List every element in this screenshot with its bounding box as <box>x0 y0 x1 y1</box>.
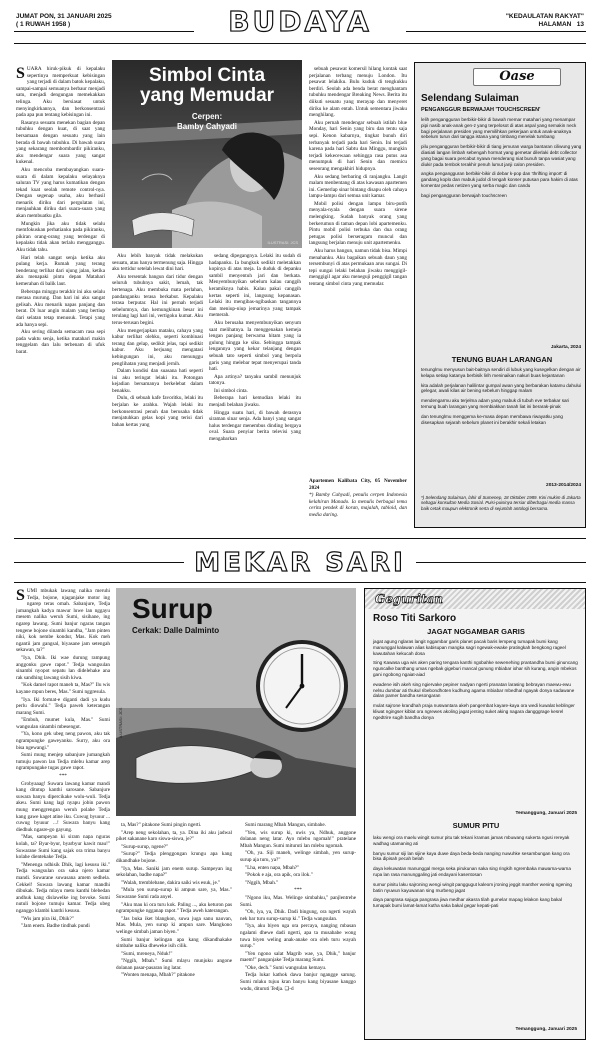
poem-stanza: tenunglmu menyusun bait-baitnya sendiri di lubuk yang kusegelkan dengan air kelapa setiap katanya berbisik lirih meninaikan nakuri buas kejantanan <box>421 367 581 378</box>
poem-stanza: daya kekuwatan manunggal merga seka pirukunan saka sing ringkih ngrembaka mawarna-warna rupa lan rasa manunggaling jati endayani kasentosan <box>373 866 571 877</box>
story1-paragraph: Aku mencoba membayangkan suara-suara di dalam kepalaku selayaknya saluran TV yang harus kumatikan dengan tekad kuat seolah remote control-nya. Dengan segenap usaha, aku berhasil menarik diriku dari pergulatan ini, menjauhkan diriku dari suara-suara yang akan membuatku gila. <box>16 166 105 220</box>
geguritan-poem2 <box>373 835 579 913</box>
surup-paragraph: *** <box>294 887 302 894</box>
surup-paragraph: "Iya. Iki format-e diganti dadi ya kudu perlu diowahi." Tedja paweh keterangan marang Sumi. <box>16 696 110 716</box>
story1-paragraph: Aku harus bangun, namun tidak bisa. Mimpi menahanku. Aku bagaikan sebuah daun yang tersembunyi di atas permukaan arus sungai. Di tepi sungai lelaki belahan jiwaku menggigil-menggigil agar aku meneguji penggigil tangan tentang simbol cinta yang memudar. <box>309 248 407 287</box>
oase-poem1-title: PENGANGGUR BERWAJAH 'TOUCHSCREEN' <box>421 107 541 113</box>
surup-paragraph: "Surup?" Tedja plenggongan krungu apa kang dikandhake bojone. <box>116 851 232 864</box>
surup-paragraph: "Iya, aku biyen uga ora percaya, nanging mbasan ngalami dhewe dadi ngerti, apa ta musababe wong tuwa biyen weling anak-anake ora oleh turu wayah surup." <box>240 923 356 950</box>
geguritan-poem1 <box>373 639 579 725</box>
surup-paragraph: "Ngono iku, Mas. Welinge simbahku," panjlentrehe Sumi. <box>240 894 356 908</box>
story1-dropcap: S <box>16 66 25 82</box>
story1-paragraph: Mungkin jika aku tidak selalu memfokuskan perhatianku pada pikiranku, pikiran orang-orang yang terdengar di kepalaku tidak akan terlalu mengganggu. Aku tidak tahu. <box>16 220 105 254</box>
surup-paragraph: "Mas, sampeyan ki siram napa nguras kolah, ta? Byar-byur, byarbyur kawit mau!" Suwarane Sumi kang sajak ora trima banyu kolahe dientekake Tedja. <box>16 834 110 861</box>
oase-poem1-date: Jakarta, 2024 <box>550 345 581 350</box>
surup-column-3 <box>240 822 356 1038</box>
oase-logo: Oase <box>473 68 561 86</box>
surup-paragraph: "Walah, tremblebane, dakira saiki wis esuk, je." <box>121 879 221 886</box>
story1-illustration-credit: ILUSTRASI: JCS <box>267 240 298 245</box>
surup-paragraph: Grobyaaag! Suwara lawang kamar mandi kang ditutup kanthi sarosane. Sabanjure suwara banyu dipercikake wolu-wuli. Tedja akeu. Sumi kang lagi nyapu jobin pawon mung menggrengan weruh polahe Tedja kang gawe kaget atine iku. Cuwug byuuur ... cuwug byuuur ...! Suwara banyu kang diedhuk ngasre-go gayung. <box>16 780 110 833</box>
geguritan-logo: Geguritan <box>375 592 443 606</box>
surup-paragraph: "Oh, ya. Siji maneh, welinge simbah, yen surup-surup aja turu, ya?" <box>240 850 356 863</box>
masthead-underline <box>14 43 586 44</box>
surup-paragraph: "Embuh, mumet kula, Mas." Sumi wangsulan sinambi mbesengut. <box>16 717 110 730</box>
section-divider <box>14 538 586 539</box>
surup-paragraph: "Jam enem. Badhe tindhak pundi <box>21 923 90 930</box>
story1-paragraph: Aku pernah mendengar sebuah istilah blue Monday, hari Senin yang biru dan tentu saja sepi. Kenon kabarnya, tingkat bunuh diri terbanyak terjadi pada hari Senin. Ini terjadi karena pada hari Sabtu dan Minggu, mungkin terjadi kekecewaan sehingga rasa putus asa menumpuk di hari Senin dan memicu seseorang mengakhiri hidupnya. <box>309 119 407 172</box>
poem-stanza: dan tenunglmu menggema ke-masa depan membawa riwayatku yang disesapkan sejarah sebelum planet ini berakhir sekali letakan <box>421 413 563 425</box>
date-line: JUMAT PON, 31 JANUARI 2025 <box>16 13 112 20</box>
mekar-rule-left <box>14 562 184 563</box>
poem-stanza: kita adalah perjalanan halilintar gumpal awan yang berbarakan katamu dahului gelegar, awali kilas air bening sebelum hinggap malam <box>421 382 582 394</box>
poem-stanza: laku wengi ora maelu wingit sumur pitu tak tekani kramas jamas mbuwang sukerta ngusi rereyak wadhag utamaning ati <box>373 835 570 846</box>
poem-stanza: mulat sajrone krandhah praja nuswantara akeh pangembat kayare-kaya ora wedi kuwalat keblinger kliwat ngingser kiblat ora ngrewes akoling jagat jenting suket aking nagara dangggrage kesrel ngedtrire sugih bandha donya <box>373 703 575 720</box>
geguritan-poet-heading: Roso Titi Sarkoro <box>373 613 457 624</box>
surup-paragraph: "Wis jam pira iki, Dhik?" <box>21 915 74 922</box>
geguritan-panel <box>364 588 586 1040</box>
story1-paragraph: Hari telah sangat senja ketika aku pulang kerja. Rumah yang terang benderang terlihat dari ujung jalan, ketika aku menapaki pintu depan Matahari kemerahan di balik laut. <box>16 254 105 287</box>
geguritan-poem1-title: JAGAT NGGAMBAR GARIS <box>427 627 525 636</box>
section-title-budaya: BUDAYA <box>228 5 372 38</box>
surup-paragraph: "Iya, Dhik. Iki wae durung rampung anggonku gawe rapot." Tedja wangsulan sinambi nyopot sepatu lan didelehake ana rak sandhing lawang sisih kiwa. <box>16 654 110 681</box>
surup-paragraph: "Iya, Mas. Saniki jam enem surup. Sampeyan ing sekolahan, badhe napa?" <box>116 865 232 879</box>
story1-paragraph: Aku sering dilanda semacam rasa sepi pada waktu senja, ketika matahari makin tenggelam dan lalu terbenam di ufuk barat. <box>16 329 105 355</box>
surup-paragraph: "Menenga ndhisik Dhik, lagi kesusu iki." Tedja wangsulan ora saka njero kamar mandi. Suwarane suwasana amem sedhela. Cekkel! Suwara lawang kamar mandhi dibukak. Tedja mlayu metu kanthi blebedan andhuk kang dislawelke ing bovoke. Sumi nutuli bojone tumuju kamar. Tedja ubeg nganggo klambi kanthi kesusu. <box>16 861 110 914</box>
story1-paragraph: Hingga suatu hari, di bawah derasnya siraman sinar senja. Ada banyi yang sangat halus terdengar menembus dinding bergaya oval. Suara penyiar berita televisi yang mengabarkan <box>209 409 301 443</box>
story1-paragraph: Beberapa minggu terakhir ini aku selalu merasa murung. Dan hari ini aku sangat gelisah. Aku menarik napas panjang dan berat. Di luar angin malam yang bertiup dari selatan tetap menusuk. Tetapi yang ada hanya sepi. <box>16 288 105 328</box>
oase-panel <box>414 62 586 528</box>
surup-paragraph: "Kok damel rapot maneh ta, Mas?" Ilu wis kayane mpun beres, Mas." Sumi nggresula. <box>16 682 110 695</box>
story1-paragraph: Apa artinya? tanyaku sambil menunjuk tatonya. <box>209 373 301 387</box>
surup-paragraph: Sumi banjur kelingan apa kang dikandhakake simbahe nalika dheweke isih cilik. <box>116 936 232 950</box>
oase-poem2-title: TENUNG BUAH LARANGAN <box>451 355 553 364</box>
oase-poem2-date: 2013-2014/2024 <box>546 483 581 488</box>
poem-stanza: jagat agung nglaras langit nggambar garis planet pacak baris lempeng tumapak bumi kang manunggal kalawan alias kabisupan mangka sagri ngewak-ewake pratingkah bengkong rageel kawutahan kekucah dosa <box>373 639 566 656</box>
poem-stanza: bagi pengangguran berwajah touchscreen <box>421 192 507 198</box>
surup-dropcap: S <box>16 588 25 604</box>
geguritan-poem1-date: Temanggung, Januari 2025 <box>515 811 577 816</box>
story1-paragraph: Aku tersentak bangun dari tidur dengan seluruh tubuhnya sakit, lemah, tak bertenaga. Aku membuka mata perlahan, pandanganku terasa berkabut. Kepalaku terasa berputar. Hal ini pernah terjadi sebelumnya, dan kemungkinan besar ini terulang lagi hari ini, vertigoku kumat. Aku terus-terusan begini. <box>112 273 203 326</box>
oase-poem2 <box>421 367 583 429</box>
poem-stanza: banyu sumur siji lan sijine kaya duwe daya beda-beda nanging nuwuhke sesambungan kang ora bisa dipisah pecah belah <box>373 850 570 862</box>
surup-paragraph: "Nggih, Mbah." Sumi mlayu munjuku angone dolanan pasar-pasaran ing latar. <box>116 958 232 971</box>
story1-place-date: Apartemen Kalibata City, 05 November 2024 <box>309 478 407 491</box>
story1-paragraph: sebuah pesawat komersil hilang kontak saat perjalanan terbang menuju London. Itu pesawat lelakiku. Bulu kuduk di tengkukku berdiri. Seolah ada benda berat menghantam tubuhku mendengar Breaking News. Berita itu diikuti sesuatu yang merayap dan menyeret diriku ke alam entah. Untuk sementara jiwaku menghilang. <box>309 66 407 119</box>
geguritan-poem2-title: SUMUR PITU <box>452 821 500 830</box>
poem-stanza: daya pangrasa sajuga pangrasa jiwa medhar akasra tilah gumelar mapag lelakon kang bakal tumapak bumi lamat-lamat kutha saka bakal gegar kepati-pati <box>373 897 562 909</box>
surup-paragraph: "Oke, dech." Sumi wangsulan kemayu. <box>245 964 327 971</box>
story1-column-4 <box>309 66 407 476</box>
masthead-rule-right <box>406 31 586 32</box>
page-number: 13 <box>576 21 584 28</box>
surup-paragraph: "Wonten menapa, Mbah?" pitakone <box>121 972 195 979</box>
surup-illustration-credit: ILUSTRASI: JCS <box>118 707 123 738</box>
masthead-rule-left <box>14 31 194 32</box>
surup-column-1 <box>16 588 110 1038</box>
surup-paragraph: "Pokok e aja, ora apik, ora ilok." <box>245 872 313 879</box>
story1-paragraph: Rasanya sesuatu menekan bagian depan tubuhku dengan kuat, di saat yang bersamaan dengan sesuatu yang lain berada di bawah tubuhku. Di bawah suara yang sekarang membombardir pikiranku, aku mendengar suara yang sangat kukenal. <box>16 119 105 166</box>
date-line-javanese: ( 1 RUWAH 1958 ) <box>16 21 71 28</box>
story1-paragraph: UARA hiruk-pikuk di kepalaku sepertinya memperkuat kebisingan yang terjadi di dalam batok kepalaku, sampai-sampai semuanya berbaur menjadi satu, menjadi dengungan memekakkan telinga. Aku bersiasat untuk menyingkirkannya, dan berkonsentrasi pada apa pun tentang kebisingan ini. <box>16 66 105 119</box>
surup-paragraph: "Oh, iya, ya, Dhik. Dadi bingung, ora ngerti wayah nek bar turu surup-surup ki." Tedja wangsulan. <box>240 909 356 922</box>
story1-paragraph: Aku lebih banyak tidak melakukan sesuatu, atau hanya termenung saja. Hingga aku tertidur setelah lewat dini hari. <box>112 253 203 273</box>
surup-byline: Cerkak: Dalle Dalminto <box>132 626 220 635</box>
story1-paragraph: Aku mengerjapkan mataku, cahaya yang kabur terlihat olehku, seperti kombinasi terang dan gelap, sedikit jelas, tapi sedikit kabur. Aku berjuang mengatasi kebingungan ini, aku menunggu penglihatan yang menjadi jernih. <box>112 327 203 367</box>
geguritan-poem2-date: Temanggung, Januari 2025 <box>515 1027 577 1032</box>
poem-stanza: ewadene isih akeh sing ngiervake pepiner nadyan ngerti pranatan larasing bebrayan maewu-ewu nelsu dumbar ati thukul ribebondhoten kudhung agama mbiabar mbedhal ngayak donya sadawane dalan pamer bandha sesongaran <box>373 681 575 699</box>
surup-paragraph: "Yen ngono salat Magrib wae, ya, Dhik," banjur maem!" panganjake Tedja marang Sumi. <box>240 950 356 964</box>
surup-paragraph: "Arep neng sekolahan, ta, ya. Dina iki aku jadwal piket sakanane karo siswa-siswa, je?" <box>116 829 232 843</box>
page-number-line: HALAMAN 13 <box>538 21 584 28</box>
story1-paragraph: Ini simbol cinta. <box>214 387 248 394</box>
surup-paragraph: Sumi mung menjep sabanjure jumangkah tumuju pawon lan Tedja mlebu kamar arep ngrampungake tugas gawe rapot. <box>16 752 110 772</box>
oase-poem1 <box>421 117 583 203</box>
story1-author-note: *) Bamby Cahyadi, penulis cerpen Indonesia kelahiran Manado. Ia menulis berbagai tema cerita pendek di koran, majalah, tabloid, dan media daring. <box>309 492 407 518</box>
surup-paragraph: ta, Mas?" pitakone Sumi pingin ngerti. <box>121 822 202 828</box>
surup-paragraph: "Jas buka iket blangkon, suwa juga sanu nauvan, Mas. Mula, yen surup ki ampun sare. Mangkono welinge simbah jaman biyen." <box>116 915 232 935</box>
story1-paragraph: sedang dipegangnya. Lelaki itu sudah di hadapanku. Ia bungkuk sedikit meletakkan kopinya di atas meja. Ia duduk di depanku sambil menyentuh jari dan berkata. Menyembunyikan sebelum kalau canggih keramiknya habis. Kalau pakai canggih kertas seperti ini, langsung kepanasan. Lelaki itu mengibas-ngibaskan tangannya dan meniup-niup jemarinya yang tampak memerah. <box>209 253 301 319</box>
poem-stanza: Sing Kawasa uga wis aken paring tengara kanthi ngobahke sewenehing prantandha bumi ginuncang nguncalke banthang umas ngebak gigeburi mancal gunung mbiabar iohar sih kurang, angin mbekos gani ngobong ngaiat-aiad <box>373 660 578 677</box>
surup-paragraph: "Mula yen surup-surup ki ampun sare, ya, Mas." Suwarane Sumi rada anyel. <box>116 887 232 900</box>
surup-column-2 <box>116 822 232 1038</box>
date-block <box>16 13 166 29</box>
story1-column-1 <box>16 66 105 500</box>
surup-paragraph: "Aku mau ki ora turu kok. Paling ..., aku keturon pas ngrampungke ngganap rapot." Tedja aweh katerangan. <box>116 901 232 915</box>
story1-paragraph: Dulu, di sebuah kafe favoritku, lelaki itu berjalan ke arahku. Wajah lelaki itu berkonsentrasi penuh dan berusaha tidak menjatuhkan gelas kopi yang terisi dari bahan kertas yang <box>112 395 203 428</box>
poem-stanza: pilu pengangguran berbikir-bikir di tiang jemuran warga bantaran ciliwung yang diasiati langan limbah sebengah hormat yang gemetar dilerlaki debt collector yang bagai suara percabut nyawa menderang niat bunuh tanpa wasiat yang diukir pada tembok terakhir penuh lumut janji calon presiden. <box>421 144 582 167</box>
poem-stanza: mendengarmu aku terjelma adam yang mabuk di tubuh eve terbakar sari temung buah larangan yang membiakkan tanah liat ini berarak-pinak <box>421 398 570 409</box>
surup-paragraph: Sumi marang Mbah Mangun, simbahe. <box>245 822 326 828</box>
poem-stanza: angka pengangguran berbikir-bikir di debar k-pop dan 'thrifting import' di gandang koplo dan mabuk judol di tengah konser putusan para hakim di atas komentar pedas netizen yang serba magic dan candu <box>421 171 578 188</box>
mekar-rule-right <box>416 562 586 563</box>
story1-paragraph: Aku berusaha menyembunyikan senyum saat melihatnya. Ia menggenakan kemeja lengan panjang berwarna hitam yang ia gulung hingga ke siku. Sebingga tampak lengannya yang kekar telanjang dengan sebuah tato seperti simbol yang berpola garis yang melebar tepat menyerupai tanda hati. <box>209 319 301 373</box>
poem-stanza: sumur pinitu laku sajroning wengi wingit panggugut kaleom jroning jeggit manther wening ngening batin nyuwun kayuwanan sing murbeng jagat <box>373 881 572 893</box>
oase-bio: *) Selendang Sulaiman, lahir di Sumenep, 18 Oktober 1989. Kini mukim di Jakarta sebagai konsultan Media Sosial. Puisi-puisinya tersiar diberbagai media massa baik cetak maupun elektronik serta di sejumlah antologi bersama. <box>421 495 581 511</box>
paper-name: "KEDAULATAN RAKYAT" <box>505 13 584 20</box>
story1-illustration <box>112 60 302 248</box>
story1-paragraph: Beberapa hari kemudian lelaki itu menjadi belahan jiwaku. <box>209 395 301 409</box>
story1-column-3 <box>209 253 301 501</box>
surup-paragraph: "Surup-surup, ngene?" <box>121 843 169 850</box>
story1-paragraph: Dalam kondisi dan suasana hati seperti ini aku teringat lelaki itu. Potongan kejadian bersamanya berkelebat dalam benakku. <box>112 368 203 394</box>
surup-paragraph: "Ya, kono gek ubeg neng pawon, aku tak ngrampungke gaweyanku. Surry, aku ora bisa ngewangi." <box>16 731 110 751</box>
surup-illustration <box>116 588 356 816</box>
section-title-mekar-sari: MEKAR SARI <box>194 548 406 578</box>
poem-stanza: lelih pengangguran berbikir-bikir di bawah memar matahari yang menampar pipi nasib anak-anak gen-z yang terpelosot di atas aspal yang semakin neck bagi perjalanan presiden yang memilihkan pekerjaan untuk anak-anaknya sebelum turun dari tangga istana yang timbang menelak tumbang <box>421 117 577 140</box>
story1-paragraph: Mobil polisi dengan lampu biru-putih menyala-nyala dengan suara sirene melengking. Sudah banyak orang yang berkerumun di taman depan lobi apartemenku. Pintu mobil polisi terbuka dan dua orang petugas polisi berseragam muncul dan langsung berjalan menuju unit apartemenku. <box>309 200 407 247</box>
surup-paragraph: "Sumi, mreneya, Nduk!" <box>121 950 173 957</box>
surup-title: Surup <box>132 593 213 624</box>
story1-byline: Cerpen: Bamby Cahyadi <box>176 112 238 131</box>
story1-title: Simbol Cinta yang Memudar <box>139 65 275 106</box>
story1-paragraph: Aku sedang berbaring di ranjangku. Langit malam menbentang di atas kawasan apartemen ini. Gemerlap sinar bintang disapu oleh cahaya lampu-lampu dari semua unit kamar. <box>309 173 407 200</box>
mekar-underline <box>14 582 586 583</box>
paper-block <box>450 13 584 29</box>
oase-poet-heading: Selendang Sulaiman <box>421 93 519 104</box>
surup-paragraph: Tedja lukar kathok dawa banjur ngangge sarung. Sumi mlaku tujuu kran banyu kang biyasane kanggo wudu, dituruti Tedja. ❑-d <box>240 972 356 992</box>
story1-column-2 <box>112 253 203 501</box>
surup-paragraph: UMI mbukak lawang nalika meruhi Tedja, bojone, njaganjake motor ing ngarep teras omah. Sabanjure, Tedja jumangkah kadya mawur luwe lan nggayu mesem nalika weruh Sumi, sisihane, ing ngarep lawang. Sumi banjur ngaras tangan tengene bojone sinambi kandha, "Jam pinten niki, kok nembe kondur, Mas. Kok meh ngantii jam gangsal, biyasane jam setengah sekawan, ta?" <box>16 588 110 654</box>
surup-paragraph: "Nggih, Mbah." <box>245 879 279 886</box>
surup-paragraph: "Yen, wis surup ki, uwis ya, Ndhuk, anggone dolanan neng latar. Ayo mlebu ngomah!" pratelane Mbah Mangun. Sumi mituruti lan mlebu ngomah. <box>240 829 356 849</box>
surup-paragraph: "Lha, enten napa, Mbah?" <box>245 864 300 871</box>
surup-paragraph: *** <box>59 773 67 780</box>
